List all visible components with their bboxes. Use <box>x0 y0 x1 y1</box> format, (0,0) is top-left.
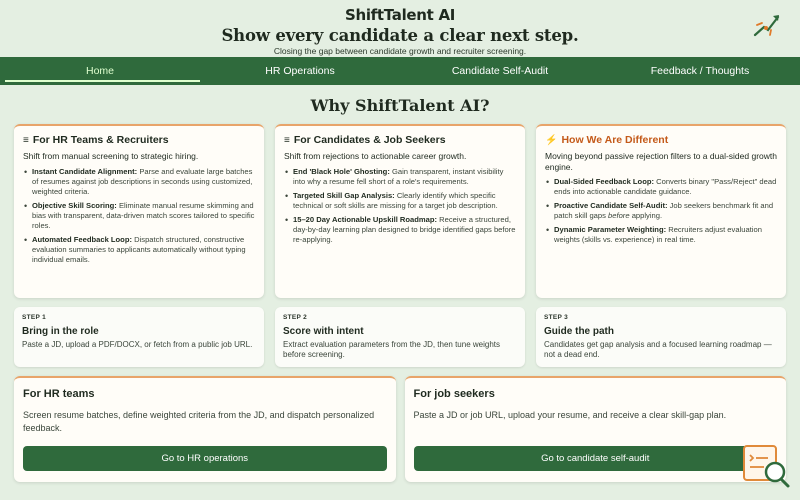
list-item <box>284 191 517 211</box>
list-item <box>545 177 778 197</box>
step-desc: Extract evaluation parameters from the JD, then tune weights before screening. <box>283 340 500 360</box>
page-subtitle: Closing the gap between candidate growth and recruiter screening. <box>273 46 527 56</box>
tab-candidate-self-audit[interactable] <box>400 57 600 85</box>
item-emphasis: before <box>608 211 630 221</box>
page-header <box>0 0 800 57</box>
step-label: STEP 3 <box>544 314 569 321</box>
step-label: STEP 2 <box>283 314 308 321</box>
item-heading: Objective Skill Scoring: <box>32 200 117 210</box>
item-heading: Targeted Skill Gap Analysis: <box>293 190 395 200</box>
step-title: Score with intent <box>283 326 364 337</box>
card-subtitle: Shift from manual screening to strategic hiring. <box>23 151 199 161</box>
step-desc: Paste a JD, upload a PDF/DOCX, or fetch from a public job URL. <box>22 340 253 349</box>
item-text: Job seekers benchmark fit and patch skill gaps <box>554 201 774 221</box>
item-heading: Dynamic Parameter Weighting: <box>554 225 667 235</box>
item-heading: 15–20 Day Actionable Upskill Roadmap: <box>293 214 438 224</box>
step-title: Guide the path <box>544 326 614 337</box>
steps-row <box>14 307 786 367</box>
step-card <box>14 307 264 367</box>
tab-candidate-self-audit-label: Candidate Self-Audit <box>451 65 549 77</box>
list-item <box>545 201 778 221</box>
card-title <box>545 134 778 146</box>
card-title <box>23 134 256 146</box>
feature-cards <box>14 124 786 298</box>
step-card <box>536 307 786 367</box>
card-title <box>284 134 517 146</box>
item-text-tail: applying. <box>629 211 663 221</box>
item-heading: Proactive Candidate Self-Audit: <box>554 201 668 211</box>
step-card <box>275 307 525 367</box>
tab-feedback-label: Feedback / Thoughts <box>650 65 750 77</box>
list-item <box>23 235 256 265</box>
feature-list <box>545 177 778 245</box>
list-item <box>284 167 517 187</box>
item-text: Clearly identify which specific technical or soft skills are missing for a target job description. <box>293 190 498 210</box>
tab-feedback[interactable] <box>600 57 800 85</box>
audience-row <box>14 376 786 482</box>
go-to-hr-operations-button[interactable]: Go to HR operations <box>23 446 387 471</box>
item-heading: Instant Candidate Alignment: <box>32 166 138 176</box>
page-tagline: Show every candidate a clear next step. <box>221 26 579 45</box>
main-nav <box>0 57 800 85</box>
tab-home-label: Home <box>85 65 114 77</box>
card-title-text: How We Are Different <box>561 134 669 146</box>
differentiators-card <box>536 124 786 298</box>
search-document-icon[interactable] <box>742 442 792 490</box>
item-text: Recruiters adjust evaluation weights (skills vs. experience) in real time. <box>554 225 762 245</box>
card-title-text: For HR Teams & Recruiters <box>32 134 169 146</box>
list-item <box>284 215 517 245</box>
audience-title: For HR teams <box>23 388 95 400</box>
list-item <box>23 167 256 197</box>
item-text: Receive a structured, day-by-day learning plan designed to bridge identified gaps before re-applying. <box>293 214 516 244</box>
item-text: Gain transparent, instant visibility into why a resume fell short of a role's requirements. <box>293 166 504 186</box>
hr-teams-card <box>14 124 264 298</box>
lightning-icon: ⚡ <box>545 134 558 146</box>
step-title: Bring in the role <box>22 326 99 337</box>
hr-audience-card <box>14 376 396 482</box>
item-text: Converts binary "Pass/Reject" dead ends into actionable candidate guidance. <box>554 177 777 197</box>
feature-list <box>284 167 517 245</box>
list-icon: ≡ <box>23 134 29 146</box>
item-heading: Dual-Sided Feedback Loop: <box>554 177 654 187</box>
item-heading: Automated Feedback Loop: <box>32 234 132 244</box>
audience-desc: Paste a JD or job URL, upload your resume, and receive a clear skill-gap plan. <box>413 410 727 420</box>
list-item <box>23 201 256 231</box>
go-to-candidate-self-audit-button[interactable]: Go to candidate self-audit <box>414 446 778 471</box>
job-seekers-audience-card <box>405 376 787 482</box>
card-subtitle: Moving beyond passive rejection filters to a dual-sided growth engine. <box>545 151 777 172</box>
candidates-card <box>275 124 525 298</box>
item-heading: End 'Black Hole' Ghosting: <box>293 166 390 176</box>
tab-hr-operations-label: HR Operations <box>265 65 335 77</box>
item-text: Parse and evaluate large batches of resumes against job descriptions in seconds using customized, weighted criteria. <box>32 166 253 196</box>
item-text: Dispatch structured, constructive evaluation summaries to applicants automatically without typing individual emails. <box>32 234 246 264</box>
step-label: STEP 1 <box>22 314 47 321</box>
rocket-growth-logo-icon <box>752 11 782 39</box>
step-desc: Candidates get gap analysis and a focused learning roadmap — not a dead end. <box>544 340 772 360</box>
audience-desc: Screen resume batches, define weighted criteria from the JD, and dispatch personalized feedback. <box>23 410 375 433</box>
card-subtitle: Shift from rejections to actionable career growth. <box>284 151 467 161</box>
item-text: Eliminate manual resume skimming and bias with transparent, data-driven match scores tailored to specific roles. <box>32 200 255 230</box>
audience-title: For job seekers <box>413 388 495 400</box>
tab-home[interactable] <box>0 57 200 85</box>
brand-name: ShiftTalent AI <box>344 6 456 24</box>
list-icon: ≡ <box>284 134 290 146</box>
list-item <box>545 225 778 245</box>
card-title-text: For Candidates & Job Seekers <box>293 134 446 146</box>
why-section-title: Why ShiftTalent AI? <box>310 96 490 115</box>
feature-list <box>23 167 256 265</box>
tab-hr-operations[interactable] <box>200 57 400 85</box>
